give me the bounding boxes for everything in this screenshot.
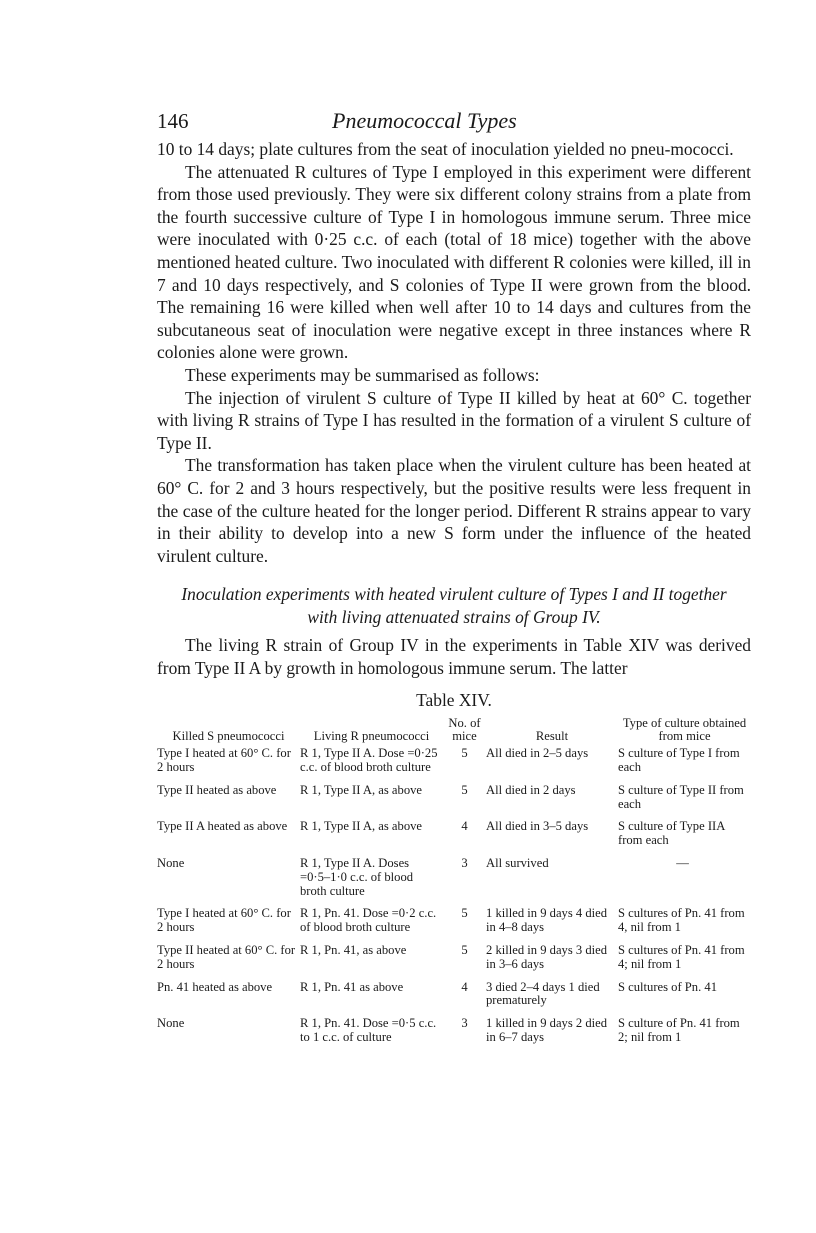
cell-killed: Type II A heated as above — [157, 819, 288, 834]
paragraph: 10 to 14 days; plate cultures from the seat of inoculation yielded no pneu-mococci. — [157, 139, 734, 159]
subheading-line-2: with living attenuated strains of Group IV. — [307, 606, 601, 627]
cell-killed: Pn. 41 heated as above — [157, 979, 273, 994]
col-header-result: Result — [535, 729, 569, 744]
cell-killed: Type II heated as above — [157, 782, 277, 797]
cell-mice: 4 — [461, 979, 468, 994]
body-text — [157, 138, 751, 567]
cell-type: — — [676, 856, 689, 871]
cell-mice: 4 — [461, 819, 468, 834]
table-title: Table XIV. — [416, 689, 492, 710]
cell-type: S culture of Type I from each — [618, 746, 740, 775]
paragraph: These experiments may be summarised as follows: — [185, 364, 540, 385]
page — [157, 108, 751, 1054]
table-row — [157, 981, 751, 1018]
cell-mice: 5 — [461, 782, 468, 797]
paragraph: The transformation has taken place when the virulent culture has been heated at 60° C. for 2 and 3 hours respectively, but the positive results were less frequent in the case of the culture heated for the longer period. Different R strains appear to vary in their ability to develop into a new S form under the influence of the heated virulent culture. — [157, 455, 751, 566]
cell-result: All survived — [486, 856, 549, 871]
table-row — [157, 857, 751, 907]
table-row — [157, 1017, 751, 1054]
body-text-2 — [157, 634, 751, 679]
cell-killed: None — [157, 1016, 185, 1031]
page-header — [157, 108, 751, 138]
col-header-living: Living R pneumococci — [313, 729, 430, 744]
cell-result: All died in 2 days — [486, 782, 576, 797]
table-row — [157, 747, 751, 784]
col-header-killed: Killed S pneumococci — [172, 729, 285, 744]
table-header-row — [157, 717, 751, 748]
running-head: Pneumococcal Types — [332, 108, 517, 133]
paragraph: The attenuated R cultures of Type I employed in this experiment were different from those used previously. They were six different colony strains from a plate from the fourth successive culture of Type I in homologous immune serum. Three mice were inoculated with 0·25 c.c. of each (total of 18 mice) together with the above mentioned heated culture. Two inoculated with different R colonies were killed, ill in 7 and 10 days respectively, and S colonies of Type II were grown from the blood. The remaining 16 were killed when well after 10 to 14 days and cultures from the subcutaneous seat of inoculation were negative except in three instances where R colonies alone were grown. — [157, 161, 751, 363]
cell-living: R 1, Type II A. Dose =0·25 c.c. of blood broth culture — [300, 746, 438, 775]
col-header-mice: No. of mice — [448, 715, 481, 744]
cell-mice: 5 — [461, 906, 468, 921]
cell-type: S cultures of Pn. 41 — [618, 979, 717, 994]
table-row — [157, 944, 751, 981]
cell-killed: Type I heated at 60° C. for 2 hours — [157, 906, 291, 935]
cell-mice: 3 — [461, 856, 468, 871]
paragraph: The living R strain of Group IV in the experiments in Table XIV was derived from Type II A by growth in homologous immune serum. The latter — [157, 635, 751, 679]
subheading-line-1: Inoculation experiments with heated virulent culture of Types I and II together — [181, 584, 727, 605]
cell-killed: None — [157, 856, 185, 871]
cell-living: R 1, Type II A. Doses =0·5–1·0 c.c. of blood broth culture — [300, 856, 414, 898]
cell-mice: 3 — [461, 1016, 468, 1031]
cell-result: 2 killed in 9 days 3 died in 3–6 days — [486, 943, 608, 971]
cell-killed: Type I heated at 60° C. for 2 hours — [157, 746, 291, 775]
cell-mice: 5 — [461, 746, 468, 761]
table-row — [157, 820, 751, 857]
cell-type: S culture of Pn. 41 from 2; nil from 1 — [618, 1016, 740, 1044]
cell-living: R 1, Type II A, as above — [300, 819, 423, 834]
page-number: 146 — [157, 109, 189, 133]
cell-result: 1 killed in 9 days 4 died in 4–8 days — [486, 906, 608, 935]
cell-living: R 1, Pn. 41 as above — [300, 979, 404, 994]
paragraph: The injection of virulent S culture of Type II killed by heat at 60° C. together with living R strains of Type I has resulted in the formation of a virulent S culture of Type II. — [157, 387, 751, 453]
cell-type: S culture of Type II from each — [618, 782, 744, 811]
cell-result: 1 killed in 9 days 2 died in 6–7 days — [486, 1016, 608, 1044]
cell-living: R 1, Pn. 41, as above — [300, 943, 407, 958]
data-table — [157, 717, 751, 1054]
cell-living: R 1, Pn. 41. Dose =0·5 c.c. to 1 c.c. of culture — [300, 1016, 437, 1044]
cell-result: All died in 2–5 days — [486, 746, 589, 761]
cell-living: R 1, Pn. 41. Dose =0·2 c.c. of blood broth culture — [300, 906, 437, 935]
cell-type: S cultures of Pn. 41 from 4, nil from 1 — [618, 906, 745, 935]
cell-mice: 5 — [461, 943, 468, 958]
cell-killed: Type II heated at 60° C. for 2 hours — [157, 943, 296, 971]
table-row — [157, 907, 751, 944]
col-header-type: Type of culture obtained from mice — [622, 715, 747, 744]
section-subheading — [157, 583, 751, 628]
table-row — [157, 784, 751, 821]
cell-living: R 1, Type II A, as above — [300, 782, 423, 797]
cell-result: 3 died 2–4 days 1 died prematurely — [486, 979, 600, 1008]
cell-type: S cultures of Pn. 41 from 4; nil from 1 — [618, 943, 745, 971]
cell-type: S culture of Type IIA from each — [618, 819, 725, 848]
cell-result: All died in 3–5 days — [486, 819, 589, 834]
